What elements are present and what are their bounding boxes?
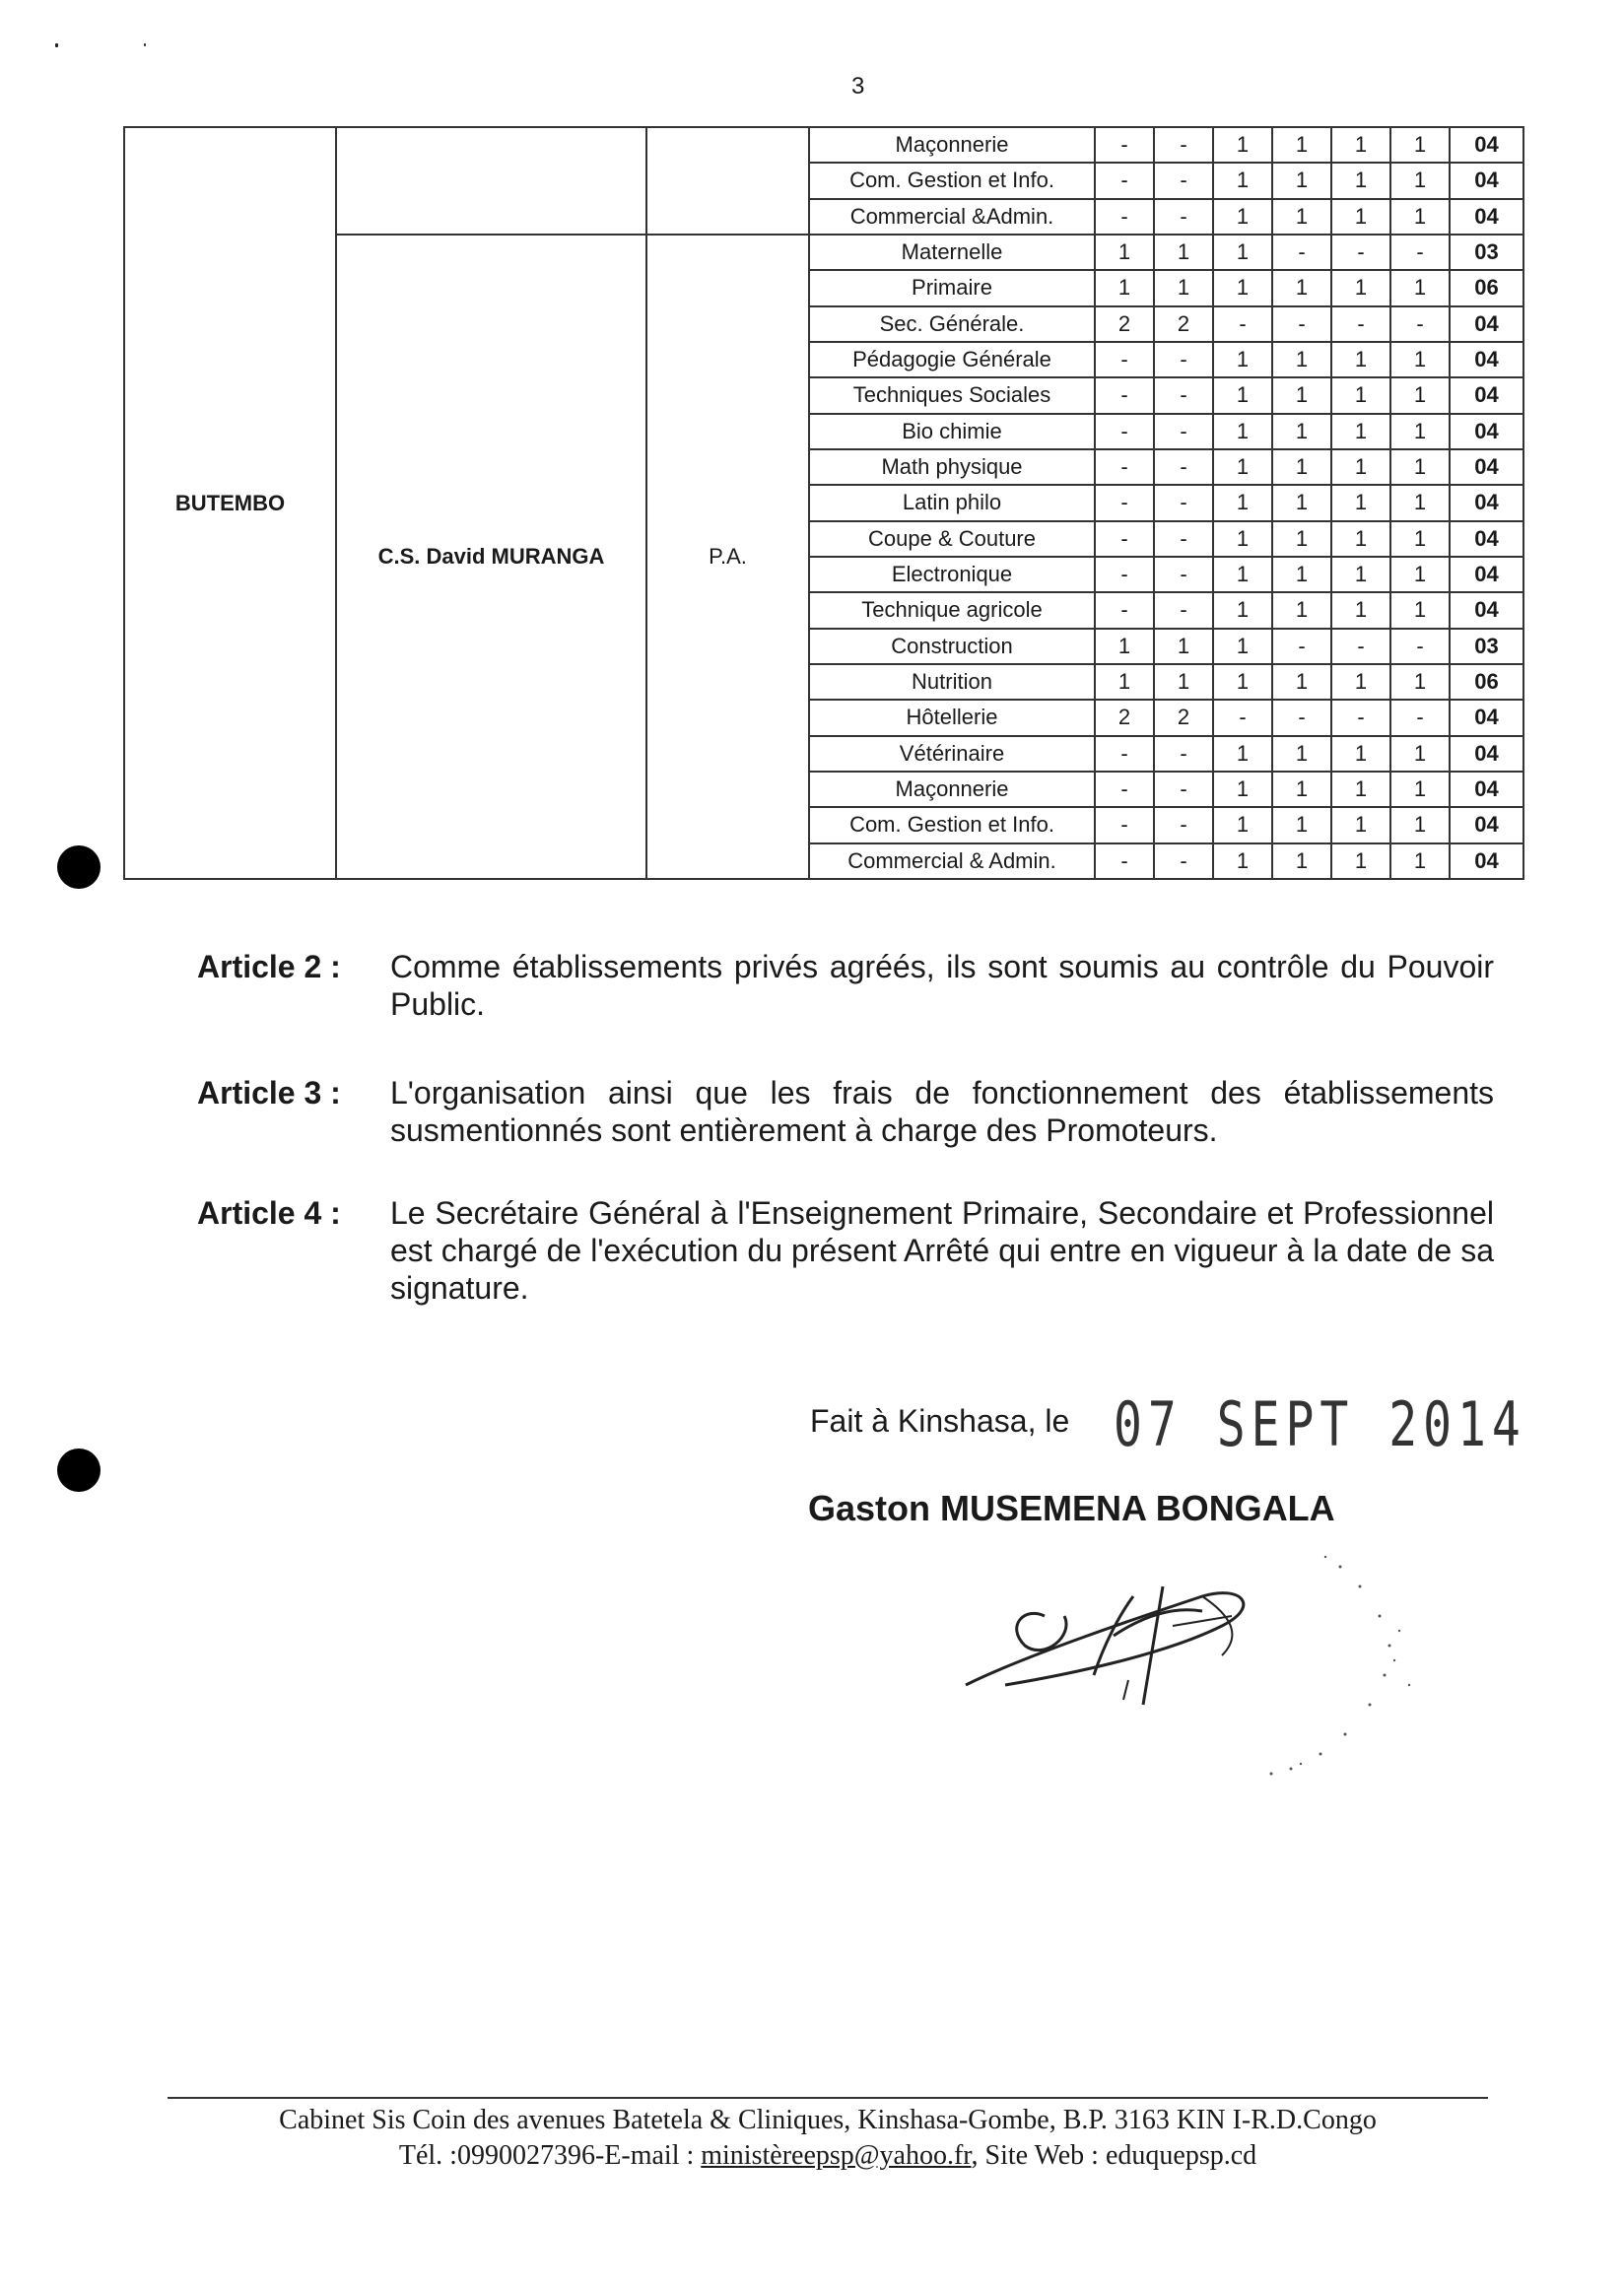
grade-count-cell: - (1272, 235, 1331, 270)
grade-count-cell: 1 (1390, 485, 1450, 520)
grade-count-cell: 1 (1390, 414, 1450, 449)
grade-count-cell: - (1095, 377, 1154, 413)
grade-count-cell: - (1154, 449, 1213, 485)
city-cell: BUTEMBO (124, 127, 336, 879)
grade-count-cell: 1 (1331, 772, 1390, 807)
option-total-cell: 04 (1450, 592, 1523, 628)
grade-count-cell: 1 (1095, 235, 1154, 270)
grade-count-cell: 1 (1213, 342, 1272, 377)
grade-count-cell: 1 (1272, 807, 1331, 842)
grade-count-cell: 1 (1390, 127, 1450, 163)
grade-count-cell: 1 (1331, 592, 1390, 628)
grade-count-cell: 1 (1331, 557, 1390, 592)
signer-name: Gaston MUSEMENA BONGALA (808, 1488, 1335, 1528)
grade-count-cell: - (1331, 700, 1390, 735)
grade-count-cell: 2 (1095, 700, 1154, 735)
grade-count-cell: 1 (1154, 664, 1213, 700)
option-label: Commercial &Admin. (809, 199, 1095, 235)
grade-count-cell: 1 (1390, 270, 1450, 305)
option-label: Primaire (809, 270, 1095, 305)
footer-email-link[interactable]: ministèreepsp@yahoo.fr (701, 2140, 972, 2171)
footer-address: Cabinet Sis Coin des avenues Batetela & Cliniques, Kinshasa-Gombe, B.P. 3163 KIN I-R.D.Congo (279, 2105, 1377, 2135)
article-text: Comme établissements privés agréés, ils sont soumis au contrôle du Pouvoir Public. (390, 949, 1494, 1022)
grade-count-cell: 1 (1213, 485, 1272, 520)
page-number: 3 (851, 73, 865, 100)
option-label: Construction (809, 629, 1095, 664)
footer-contact (158, 2140, 1498, 2172)
grade-count-cell: 1 (1213, 772, 1272, 807)
option-total-cell: 04 (1450, 485, 1523, 520)
grade-count-cell: - (1331, 235, 1390, 270)
grade-count-cell: 1 (1213, 664, 1272, 700)
article-text: Le Secrétaire Général à l'Enseignement Primaire, Secondaire et Professionnel est chargé de l'exécution du présent Arrêté qui entre en vigueur à la date de sa signature. (390, 1195, 1494, 1306)
grade-count-cell: 1 (1213, 235, 1272, 270)
option-label: Coupe & Couture (809, 521, 1095, 557)
scan-speck (55, 43, 58, 47)
status-cell-previous (646, 127, 809, 235)
grade-count-cell: 1 (1213, 807, 1272, 842)
option-label: Maternelle (809, 235, 1095, 270)
grade-count-cell: 1 (1390, 664, 1450, 700)
option-total-cell: 06 (1450, 270, 1523, 305)
grade-count-cell: 1 (1331, 736, 1390, 772)
option-total-cell: 04 (1450, 377, 1523, 413)
grade-count-cell: - (1154, 521, 1213, 557)
option-label: Maçonnerie (809, 127, 1095, 163)
option-label: Vétérinaire (809, 736, 1095, 772)
grade-count-cell: - (1095, 199, 1154, 235)
grade-count-cell: 1 (1331, 163, 1390, 198)
option-label: Sec. Générale. (809, 306, 1095, 342)
grade-count-cell: - (1154, 127, 1213, 163)
grade-count-cell: 1 (1272, 843, 1331, 879)
grade-count-cell: - (1154, 199, 1213, 235)
option-label: Bio chimie (809, 414, 1095, 449)
grade-count-cell: 1 (1390, 199, 1450, 235)
grade-count-cell: - (1272, 629, 1331, 664)
article-label: Article 4 : (197, 1195, 341, 1231)
grade-count-cell: 1 (1213, 270, 1272, 305)
grade-count-cell: - (1154, 843, 1213, 879)
option-label: Pédagogie Générale (809, 342, 1095, 377)
option-total-cell: 04 (1450, 163, 1523, 198)
scan-speck (144, 43, 146, 46)
option-label: Technique agricole (809, 592, 1095, 628)
grade-count-cell: 1 (1272, 521, 1331, 557)
punch-hole-mark (57, 845, 101, 889)
grade-count-cell: - (1331, 629, 1390, 664)
grade-count-cell: 1 (1331, 127, 1390, 163)
option-label: Commercial & Admin. (809, 843, 1095, 879)
grade-count-cell: 1 (1272, 557, 1331, 592)
grade-count-cell: 1 (1331, 199, 1390, 235)
grade-count-cell: - (1095, 557, 1154, 592)
option-total-cell: 04 (1450, 521, 1523, 557)
option-total-cell: 04 (1450, 843, 1523, 879)
grade-count-cell: 1 (1272, 485, 1331, 520)
grade-count-cell: - (1390, 235, 1450, 270)
grade-count-cell: 1 (1390, 377, 1450, 413)
grade-count-cell: - (1095, 772, 1154, 807)
school-cell-previous (336, 127, 646, 235)
date-stamp: 07 SEPT 2014 (1114, 1389, 1526, 1461)
grade-count-cell: 1 (1331, 377, 1390, 413)
grade-count-cell: 1 (1331, 342, 1390, 377)
grade-count-cell: 1 (1331, 521, 1390, 557)
option-label: Electronique (809, 557, 1095, 592)
grade-count-cell: - (1095, 843, 1154, 879)
grade-count-cell: - (1154, 342, 1213, 377)
school-cell: C.S. David MURANGA (336, 235, 646, 879)
grade-count-cell: - (1095, 163, 1154, 198)
grade-count-cell: 1 (1390, 592, 1450, 628)
option-total-cell: 04 (1450, 449, 1523, 485)
article-text: L'organisation ainsi que les frais de fonctionnement des établissements susmentionnés sont entièrement à charge des Promoteurs. (390, 1075, 1494, 1148)
grade-count-cell: 1 (1154, 629, 1213, 664)
grade-count-cell: 1 (1213, 557, 1272, 592)
option-total-cell: 04 (1450, 557, 1523, 592)
grade-count-cell: - (1390, 700, 1450, 735)
grade-count-cell: 1 (1331, 270, 1390, 305)
status-cell: P.A. (646, 235, 809, 879)
grade-count-cell: - (1095, 485, 1154, 520)
option-label: Math physique (809, 449, 1095, 485)
punch-hole-mark (57, 1449, 101, 1492)
grade-count-cell: 1 (1331, 843, 1390, 879)
grade-count-cell: - (1390, 629, 1450, 664)
grade-count-cell: 1 (1213, 843, 1272, 879)
grade-count-cell: - (1154, 736, 1213, 772)
grade-count-cell: - (1272, 306, 1331, 342)
grade-count-cell: 1 (1331, 807, 1390, 842)
grade-count-cell: 1 (1095, 664, 1154, 700)
grade-count-cell: 1 (1272, 342, 1331, 377)
grade-count-cell: - (1095, 736, 1154, 772)
grade-count-cell: - (1154, 377, 1213, 413)
grade-count-cell: 1 (1213, 592, 1272, 628)
grade-count-cell: 1 (1331, 664, 1390, 700)
footer-divider (168, 2097, 1488, 2099)
article-label: Article 2 : (197, 949, 341, 984)
footer-website: , Site Web : eduquepsp.cd (971, 2140, 1257, 2171)
grade-count-cell: - (1095, 414, 1154, 449)
school-options-table (123, 126, 1499, 880)
grade-count-cell: 1 (1390, 807, 1450, 842)
grade-count-cell: 1 (1213, 199, 1272, 235)
option-label: Latin philo (809, 485, 1095, 520)
grade-count-cell: 2 (1154, 306, 1213, 342)
grade-count-cell: 1 (1213, 377, 1272, 413)
grade-count-cell: - (1154, 807, 1213, 842)
grade-count-cell: 2 (1154, 700, 1213, 735)
grade-count-cell: 1 (1213, 414, 1272, 449)
option-label: Hôtellerie (809, 700, 1095, 735)
grade-count-cell: 1 (1272, 592, 1331, 628)
grade-count-cell: 1 (1272, 449, 1331, 485)
table-row (124, 127, 1523, 163)
grade-count-cell: 1 (1272, 270, 1331, 305)
option-total-cell: 06 (1450, 664, 1523, 700)
grade-count-cell: - (1272, 700, 1331, 735)
option-label: Com. Gestion et Info. (809, 807, 1095, 842)
grade-count-cell: 1 (1390, 449, 1450, 485)
grade-count-cell: 1 (1272, 414, 1331, 449)
grade-count-cell: - (1154, 772, 1213, 807)
grade-count-cell: - (1154, 414, 1213, 449)
grade-count-cell: 1 (1213, 629, 1272, 664)
option-total-cell: 04 (1450, 700, 1523, 735)
option-total-cell: 04 (1450, 807, 1523, 842)
grade-count-cell: - (1154, 163, 1213, 198)
option-total-cell: 04 (1450, 414, 1523, 449)
handwritten-signature (946, 1537, 1439, 1793)
option-total-cell: 04 (1450, 199, 1523, 235)
grade-count-cell: 1 (1272, 163, 1331, 198)
option-label: Techniques Sociales (809, 377, 1095, 413)
grade-count-cell: 1 (1390, 342, 1450, 377)
grade-count-cell: - (1331, 306, 1390, 342)
grade-count-cell: 1 (1095, 270, 1154, 305)
grade-count-cell: - (1095, 449, 1154, 485)
grade-count-cell: 1 (1213, 163, 1272, 198)
grade-count-cell: 1 (1390, 557, 1450, 592)
grade-count-cell: - (1213, 306, 1272, 342)
grade-count-cell: - (1154, 485, 1213, 520)
option-total-cell: 04 (1450, 342, 1523, 377)
grade-count-cell: 1 (1331, 449, 1390, 485)
grade-count-cell: 1 (1272, 664, 1331, 700)
grade-count-cell: 1 (1390, 163, 1450, 198)
grade-count-cell: 1 (1213, 736, 1272, 772)
option-total-cell: 04 (1450, 772, 1523, 807)
grade-count-cell: - (1095, 127, 1154, 163)
grade-count-cell: 1 (1213, 449, 1272, 485)
grade-count-cell: 1 (1272, 199, 1331, 235)
grade-count-cell: 1 (1154, 270, 1213, 305)
grade-count-cell: - (1095, 592, 1154, 628)
grade-count-cell: - (1213, 700, 1272, 735)
option-total-cell: 04 (1450, 127, 1523, 163)
grade-count-cell: 1 (1390, 736, 1450, 772)
grade-count-cell: - (1154, 592, 1213, 628)
grade-count-cell: 1 (1390, 772, 1450, 807)
option-total-cell: 04 (1450, 736, 1523, 772)
grade-count-cell: - (1095, 807, 1154, 842)
grade-count-cell: 1 (1154, 235, 1213, 270)
grade-count-cell: 1 (1390, 521, 1450, 557)
option-label: Com. Gestion et Info. (809, 163, 1095, 198)
options-grid (123, 126, 1524, 880)
grade-count-cell: 1 (1390, 843, 1450, 879)
grade-count-cell: - (1095, 521, 1154, 557)
article-label: Article 3 : (197, 1075, 341, 1111)
grade-count-cell: 1 (1095, 629, 1154, 664)
option-label: Nutrition (809, 664, 1095, 700)
grade-count-cell: - (1390, 306, 1450, 342)
grade-count-cell: 1 (1213, 521, 1272, 557)
grade-count-cell: 1 (1272, 736, 1331, 772)
grade-count-cell: 1 (1272, 377, 1331, 413)
option-label: Maçonnerie (809, 772, 1095, 807)
grade-count-cell: 1 (1272, 127, 1331, 163)
grade-count-cell: 1 (1213, 127, 1272, 163)
option-total-cell: 04 (1450, 306, 1523, 342)
grade-count-cell: 1 (1331, 414, 1390, 449)
grade-count-cell: 2 (1095, 306, 1154, 342)
footer-phone: Tél. :0990027396-E-mail : (398, 2140, 702, 2171)
place-line: Fait à Kinshasa, le (810, 1403, 1070, 1439)
option-total-cell: 03 (1450, 235, 1523, 270)
grade-count-cell: 1 (1272, 772, 1331, 807)
grade-count-cell: - (1154, 557, 1213, 592)
grade-count-cell: 1 (1331, 485, 1390, 520)
grade-count-cell: - (1095, 342, 1154, 377)
option-total-cell: 03 (1450, 629, 1523, 664)
